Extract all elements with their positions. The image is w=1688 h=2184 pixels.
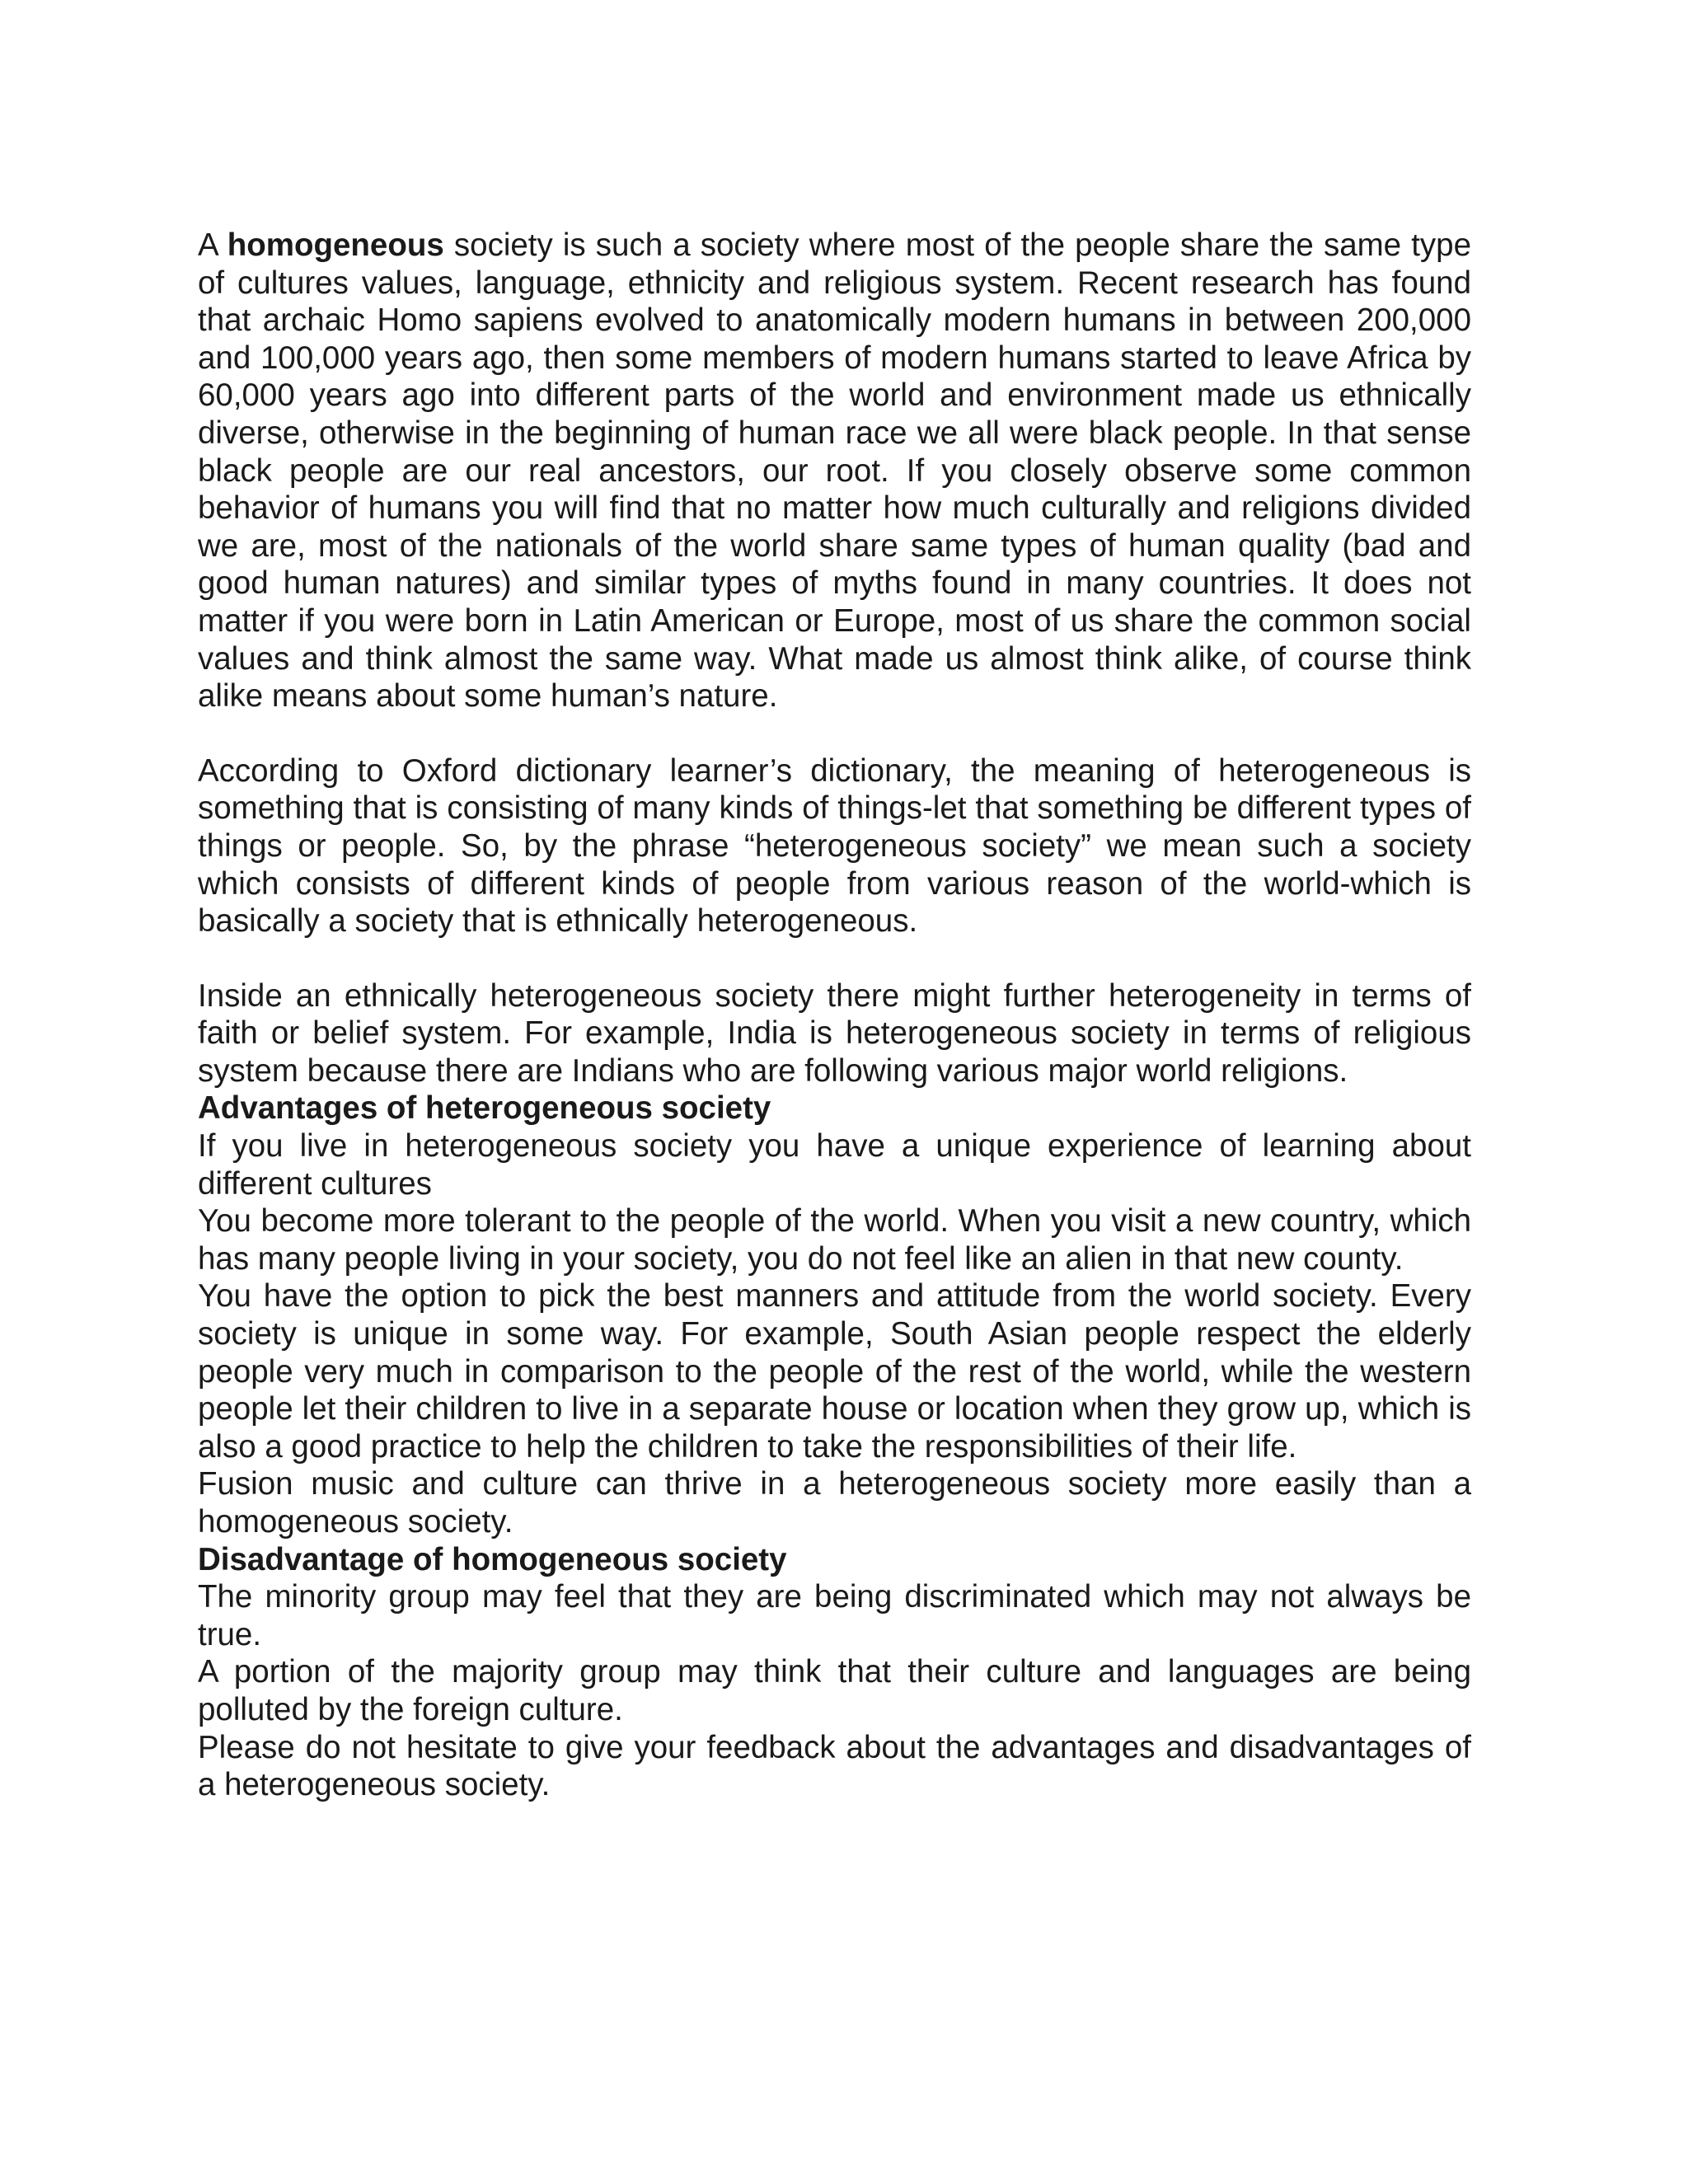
advantages-heading: Advantages of heterogeneous society (198, 1090, 771, 1127)
advantage-item: You have the option to pick the best manners and attitude from the world society. Every society is unique in some way. For example, South Asian people respect the elderly people very much in comparison to the people of the rest of the world, while the western people let their children to live in a separate house or location when they grow up, which is also a good practice to help the children to take the responsibilities of their life. (198, 1278, 1471, 1465)
intro-paragraph (198, 227, 1471, 715)
document-page (198, 227, 1471, 1804)
advantage-item: You become more tolerant to the people of the world. When you visit a new country, which has many people living in your society, you do not feel like an alien in that new county. (198, 1203, 1471, 1277)
disadvantage-item: The minority group may feel that they are being discriminated which may not always be true. (198, 1579, 1471, 1652)
disadvantages-heading: Disadvantage of homogeneous society (198, 1541, 787, 1577)
definition-paragraph: According to Oxford dictionary learner’s dictionary, the meaning of heterogeneous is something that is consisting of many kinds of things-let that something be different types of things or people. So, by the phrase “heterogeneous society” we mean such a society which consists of different kinds of people from various reason of the world-which is basically a society that is ethnically heterogeneous. (198, 752, 1471, 940)
intro-lead-word: A (198, 227, 218, 263)
intro-bold-term: homogeneous (227, 227, 444, 263)
intro-rest: society is such a society where most of the people share the same type of cultures values, language, ethnicity and religious system. Recent research has found that archaic Homo sapiens evolved to anatomically modern humans in between 200,000 and 100,000 years ago, then some members of modern humans started to leave Africa by 60,000 years ago into different parts of the world and environment made us ethnically diverse, otherwise in the beginning of human race we all were black people. In that sense black people are our real ancestors, our root. If you closely observe some common behavior of humans you will find that no matter how much culturally and religions divided we are, most of the nationals of the world share same types of human quality (bad and good human natures) and similar types of myths found in many countries. It does not matter if you were born in Latin American or Europe, most of us share the common social values and think almost the same way. What made us almost think alike, of course think alike means about some human’s nature. (198, 227, 1471, 715)
disadvantage-item: A portion of the majority group may think that their culture and languages are being polluted by the foreign culture. (198, 1654, 1471, 1727)
advantage-item: Fusion music and culture can thrive in a heterogeneous society more easily than a homogeneous society. (198, 1466, 1471, 1540)
advantage-item: If you live in heterogeneous society you have a unique experience of learning about different cultures (198, 1128, 1471, 1202)
feedback-note: Please do not hesitate to give your feedback about the advantages and disadvantages of a heterogeneous society. (198, 1729, 1471, 1803)
faith-paragraph: Inside an ethnically heterogeneous society there might further heterogeneity in terms of faith or belief system. For example, India is heterogeneous society in terms of religious system because there are Indians who are following various major world religions. (198, 977, 1471, 1089)
